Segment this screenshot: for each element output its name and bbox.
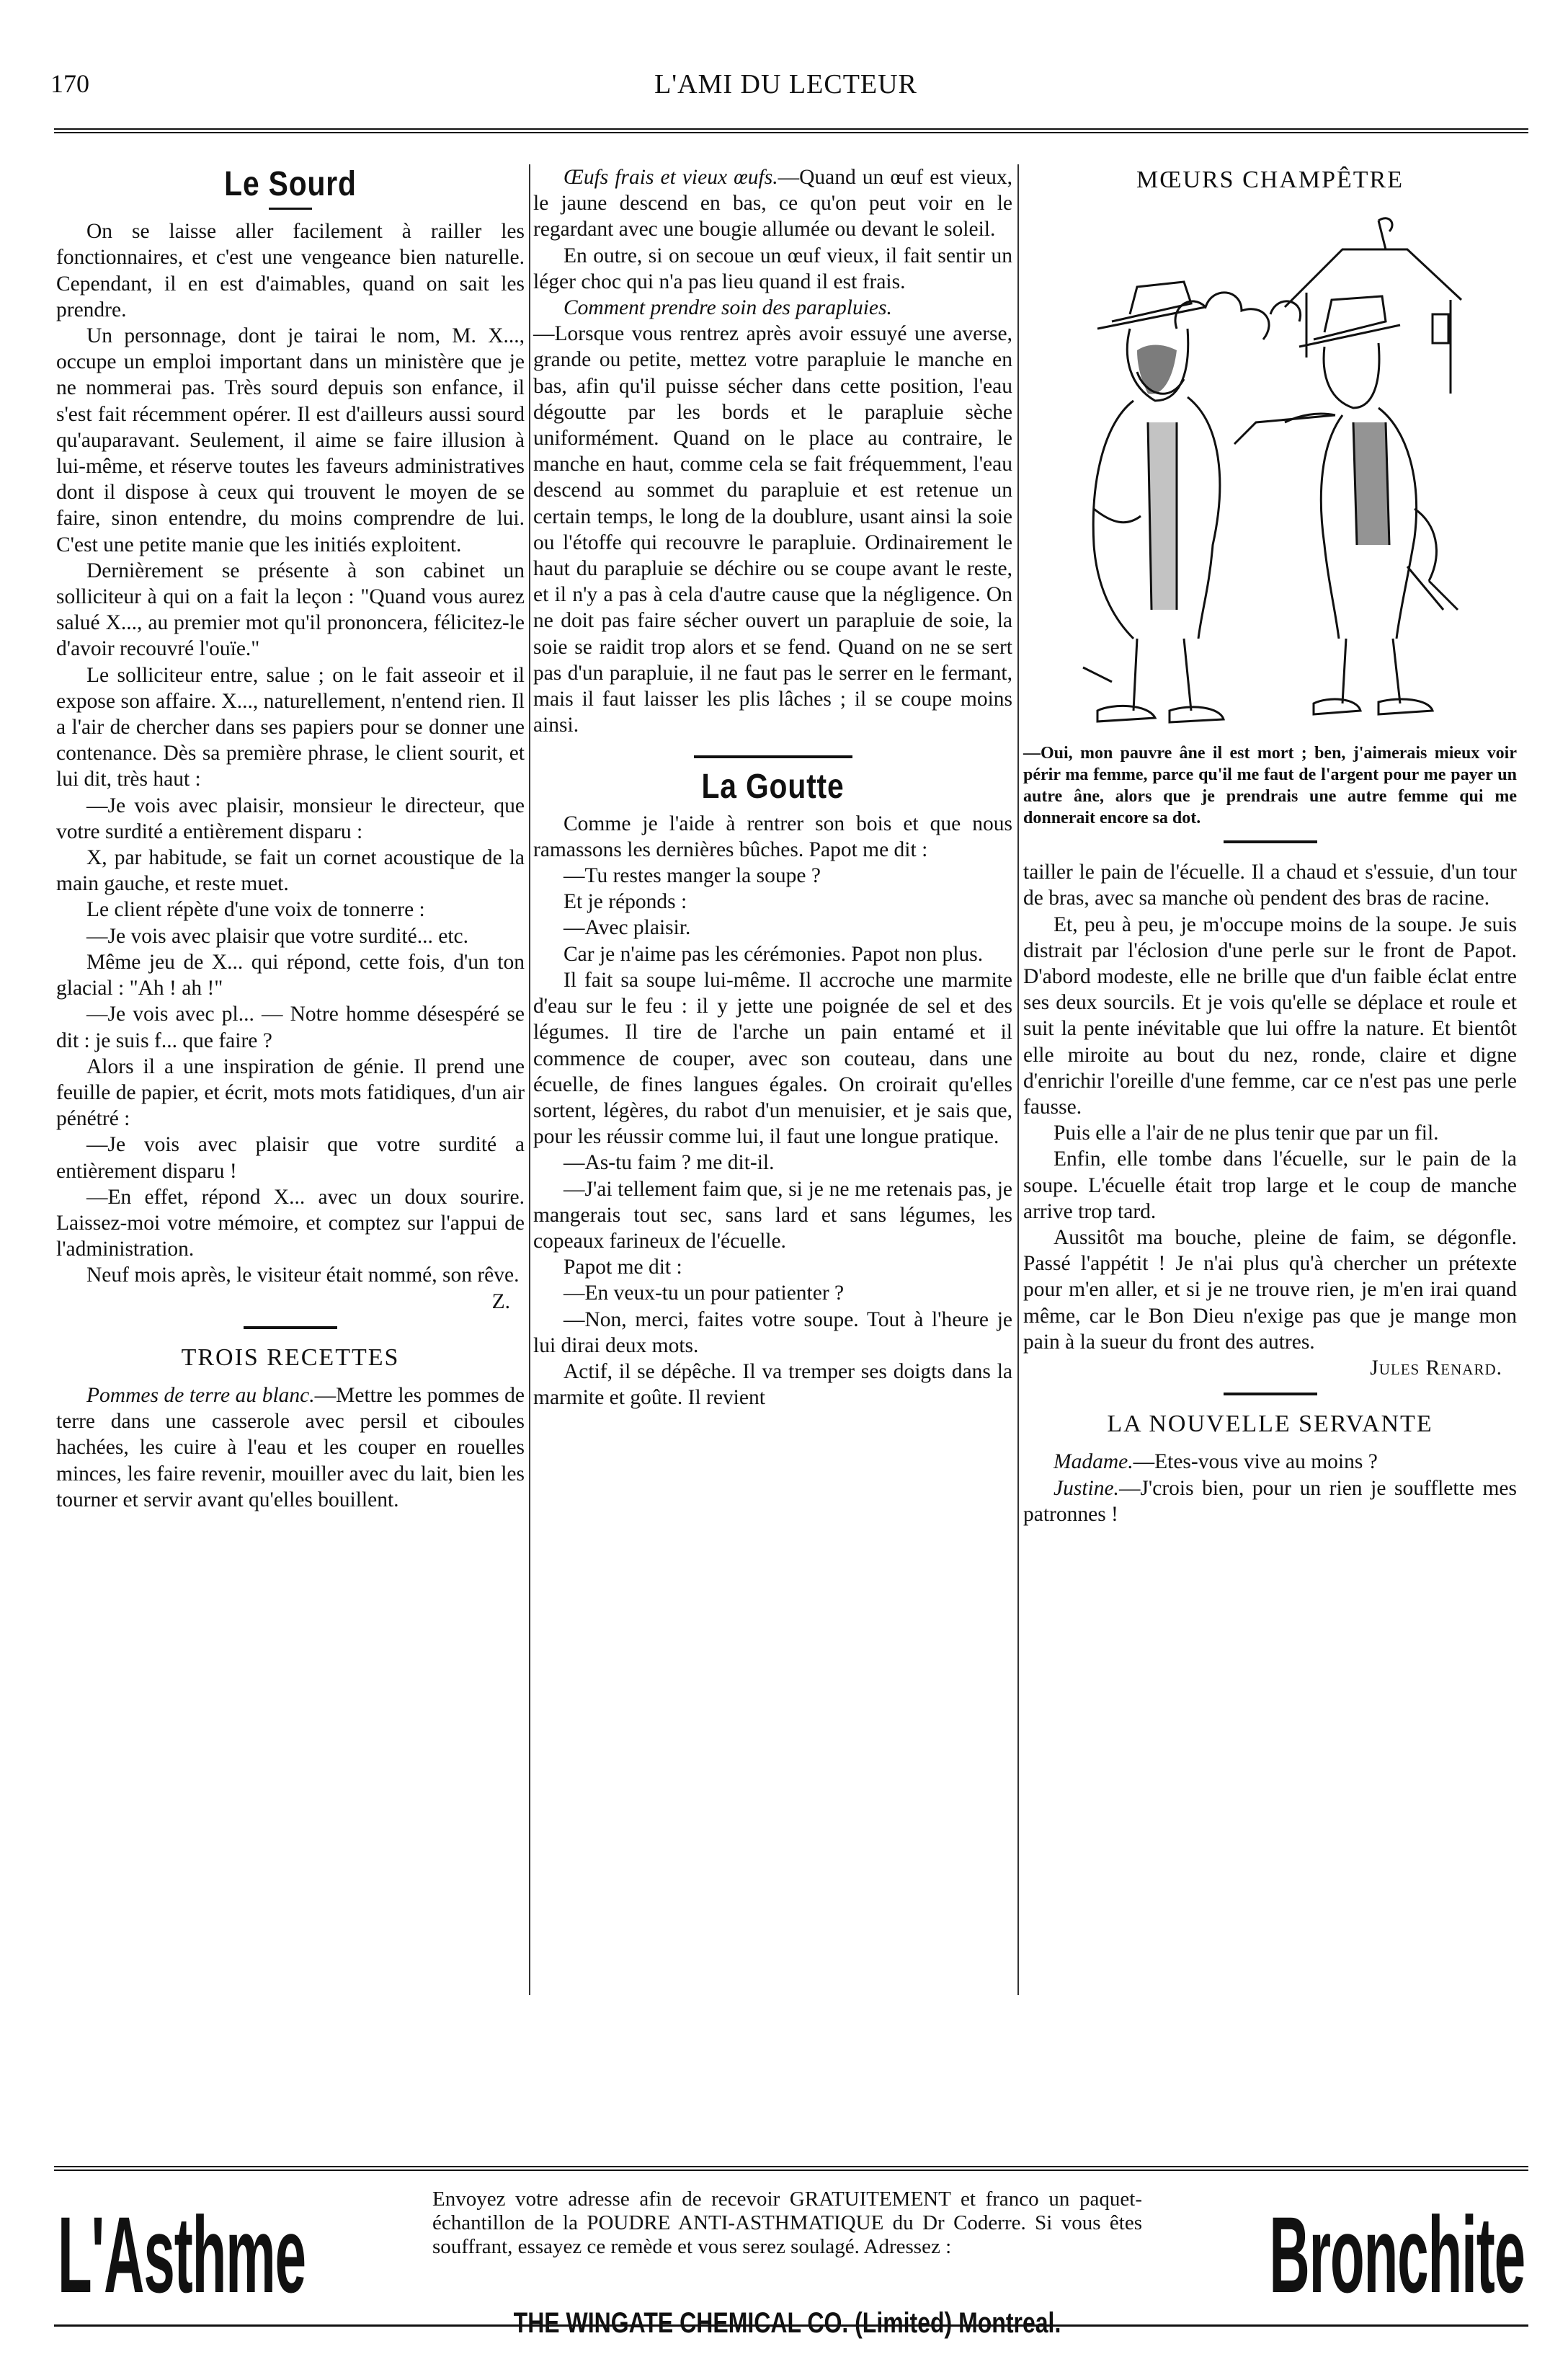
paragraph: —Je vois avec plaisir que votre surdité a entièrement disparu ! [56, 1133, 525, 1183]
paragraph: Aussitôt ma bouche, pleine de faim, se dégonfle. Passé l'appétit ! Je n'ai plus qu'à chercher un prétexte pour m'en aller, et si je ne trouve rien, je m'en irai quand même, car le Bon Dieu n'exige pas que je mange mon pain à la sueur du front des autres. [1023, 1226, 1517, 1354]
paragraph: —As-tu faim ? me dit-il. [564, 1151, 775, 1175]
advertisement [58, 2188, 1525, 2339]
paragraph: —En effet, répond X... avec un doux sourire. Laissez-moi votre mémoire, et comptez sur l'appui de l'administration. [56, 1185, 525, 1261]
paragraph: Actif, il se dépêche. Il va tremper ses doigts dans la marmite et goûte. Il revient [533, 1359, 1012, 1410]
recipe-label: Œufs frais et vieux œufs. [564, 166, 778, 189]
paragraph: On se laisse aller facilement à railler les fonctionnaires, et c'est une vengeance bien naturelle. Cependant, il en est d'aimables, quand on sait les prendre. [56, 220, 525, 321]
section-title-moeurs-champetre: MŒURS CHAMPÊTRE [1136, 166, 1404, 193]
paragraph: —Je vois avec pl... — Notre homme désespéré se dit : je suis f... que faire ? [56, 1003, 525, 1052]
ad-body: Envoyez votre adresse afin de recevoir GRATUITEMENT et franco un paquet-échantillon de la POUDRE ANTI-ASTHMATIQUE du Dr Coderre. Si vous êtes souffrant, essayez ce remède et vous serez soulagé. Adressez : [432, 2188, 1142, 2258]
paragraph: Dernièrement se présente à son cabinet un solliciteur à qui on a fait la leçon : "Quand vous aurez salué X..., au premier mot qu'il prononcera, félicitez-le d'avoir recouvré l'ouïe." [56, 559, 525, 661]
cartoon-caption: —Oui, mon pauvre âne il est mort ; ben, j'aimerais mieux voir périr ma femme, parce qu'il me faut de l'argent pour me payer un autre âne, alors que je prendrais une autre femme qui me donnerait encore sa dot. [1023, 744, 1517, 828]
dialogue-text: —J'crois bien, pour un rien je soufflette mes patronnes ! [1023, 1476, 1517, 1526]
recipe-text: —Quand un œuf est vieux, le jaune descend en bas, ce qu'on peut voir en le regardant avec une bougie allumée ou devant le soleil. [533, 166, 1012, 241]
paragraph: —Avec plaisir. [564, 916, 691, 940]
column-separator [1017, 164, 1019, 1995]
paragraph: Papot me dit : [564, 1256, 682, 1279]
signature: Z. [491, 1289, 510, 1313]
ad-bottom-rule [54, 2324, 1528, 2327]
section-title-nouvelle-servante: LA NOUVELLE SERVANTE [1107, 1411, 1433, 1438]
ad-word-asthme: L'Asthme [58, 2194, 306, 2315]
paragraph: Alors il a une inspiration de génie. Il prend une feuille de papier, et écrit, mots mots fatidiques, d'un air pénétré : [56, 1054, 525, 1131]
paragraph: Puis elle a l'air de ne plus tenir que par un fil. [1054, 1122, 1439, 1145]
paragraph: —Je vois avec plaisir que votre surdité... etc. [86, 924, 469, 948]
section-separator [694, 755, 852, 758]
recipe-label: Comment prendre soin des parapluies. [564, 296, 892, 320]
paragraph: tailler le pain de l'écuelle. Il a chaud et s'essuie, d'un tour de bras, avec sa manche où pendent des bras de racine. [1023, 861, 1517, 910]
peasants-illustration [1069, 206, 1472, 732]
section-separator [1224, 840, 1317, 843]
paragraph: —Je vois avec plaisir, monsieur le directeur, que votre surdité a entièrement disparu : [56, 794, 525, 843]
title-rule [269, 208, 312, 210]
paragraph: —Tu restes manger la soupe ? [564, 864, 821, 888]
paragraph: Un personnage, dont je tairai le nom, M. X..., occupe un emploi important dans un ministère que je ne nommerai pas. Très sourd depuis son enfance, il s'est fait récemment opérer. Il est d'ailleurs aussi sourd qu'auparavant. Seulement, il aime se faire illusion à lui-même, et réserve toutes les faveurs administratives dont il dispose à ceux qui trouvent le moyen de se faire, sinon entendre, du moins comprendre de lui. C'est une petite manie que les initiés exploitent. [56, 324, 525, 556]
ad-top-rule [54, 2166, 1528, 2171]
section-separator [1224, 1393, 1317, 1395]
author-signature: Jules Renard. [1370, 1356, 1502, 1380]
column-3 [1023, 164, 1517, 1527]
article-title-la-goutte: La Goutte [701, 768, 845, 807]
section-separator [244, 1326, 337, 1329]
paragraph: En outre, si on secoue un œuf vieux, il fait sentir un léger choc qui n'a pas lieu quand il est frais. [533, 244, 1012, 293]
page-number: 170 [50, 69, 89, 98]
paragraph: Comme je l'aide à rentrer son bois et que nous ramassons les dernières bûches. Papot me dit : [533, 812, 1012, 861]
running-title: L'AMI DU LECTEUR [654, 69, 917, 99]
column-2 [533, 164, 1012, 1411]
ad-company: THE WINGATE CHEMICAL CO. (Limited) Montreal. [513, 2307, 1061, 2339]
page-header [43, 68, 1528, 112]
paragraph: Et, peu à peu, je m'occupe moins de la soupe. Je suis distrait par l'éclosion d'une perle sur le front de Papot. D'abord modeste, elle ne brille que d'un faible éclat entre ses deux sourcils. Et je vois qu'elle se déplace et roule et suit la pente inévitable que lui offre la nature. Et bientôt elle miroite au bout du nez, ronde, claire et digne d'enrichir l'oreille d'une femme, car ce n'est pas une perle fausse. [1023, 912, 1517, 1119]
header-rule [54, 128, 1528, 133]
recipe-text: —Lorsque vous rentrez après avoir essuyé une averse, grande ou petite, mettez votre parapluie le manche en bas, afin qu'il puisse sécher dans cette position, l'eau dégoutte par les bords et le parapluie sèche uniformément. Quand on le place au contraire, le manche en haut, comme cela se fait fréquemment, l'eau descend au sommet du parapluie et est retenue un certain temps, le long de la doublure, usant ainsi la soie ou l'étoffe qui recouvre le parapluie. Ordinairement le haut du parapluie se déchire ou se coupe avant le reste, et il n'y a pas à cela d'autre cause que la négligence. On ne doit pas faire sécher ouvert un parapluie de soie, la soie se raidit trop alors et se fend. Quand on ne se sert pas d'un parapluie, il ne faut pas le serrer en le fermant, mais il faut laisser les plis lâches ; il se coupe moins ainsi. [533, 322, 1012, 737]
paragraph: —Non, merci, faites votre soupe. Tout à l'heure je lui dirai deux mots. [533, 1307, 1012, 1357]
recipe-text: —Mettre les pommes de terre dans une casserole avec persil et ciboules hachées, les cuire à l'eau et les couper en rouelles minces, les faire revenir, mouiller avec du lait, bien les tourner et servir avant qu'elles bouillent. [56, 1383, 525, 1511]
paragraph: Car je n'aime pas les cérémonies. Papot non plus. [564, 942, 984, 966]
article-title-le-sourd: Le Sourd [224, 165, 357, 203]
recipe-label: Pommes de terre au blanc. [86, 1383, 315, 1407]
paragraph: —En veux-tu un pour patienter ? [564, 1282, 845, 1305]
speaker-label: Justine. [1054, 1476, 1119, 1500]
paragraph: Enfin, elle tombe dans l'écuelle, sur le pain de la soupe. L'écuelle était trop large et le coup de manche arrive trop tard. [1023, 1147, 1517, 1223]
paragraph: Il fait sa soupe lui-même. Il accroche une marmite d'eau sur le feu : il y jette une poignée de sel et des légumes. Il tire de l'arche un pain entamé et il commence de couper, avec son couteau, dans une écuelle, de fines langues égales. On croirait qu'elles sortent, légères, du rabot d'un menuisier, et je sais que, pour les réussir comme lui, il faut une longue pratique. [533, 968, 1012, 1149]
paragraph: Neuf mois après, le visiteur était nommé, son rêve. [86, 1264, 520, 1287]
ad-word-bronchite: Bronchite [1269, 2194, 1525, 2315]
paragraph: Le solliciteur entre, salue ; on le fait asseoir et il expose son affaire. X..., naturellement, n'entend rien. Il a l'air de chercher dans ses papiers pour se donner une contenance. Dès sa première phrase, le client sourit, et lui dit, très haut : [56, 663, 525, 791]
column-1 [56, 164, 525, 1513]
paragraph: Même jeu de X... qui répond, cette fois, d'un ton glacial : "Ah ! ah !" [56, 950, 525, 1000]
cartoon-illustration [1069, 206, 1472, 732]
dialogue-text: —Etes-vous vive au moins ? [1133, 1450, 1378, 1474]
paragraph: X, par habitude, se fait un cornet acoustique de la main gauche, et reste muet. [56, 846, 525, 896]
paragraph: Et je réponds : [564, 890, 687, 914]
speaker-label: Madame. [1054, 1450, 1133, 1474]
paragraph: —J'ai tellement faim que, si je ne me retenais pas, je mangerais tout sec, sans lard et sans légumes, les copeaux farineux de l'écuelle. [533, 1177, 1012, 1253]
column-separator [529, 164, 530, 1995]
section-title-trois-recettes: TROIS RECETTES [181, 1344, 400, 1371]
paragraph: Le client répète d'une voix de tonnerre : [86, 898, 425, 922]
